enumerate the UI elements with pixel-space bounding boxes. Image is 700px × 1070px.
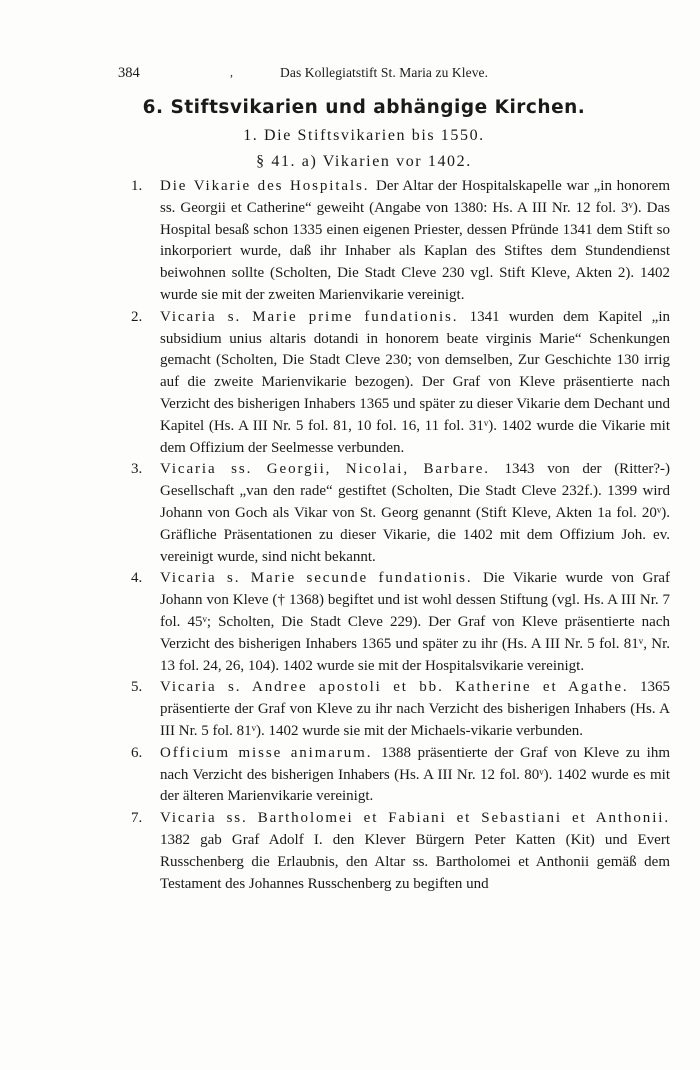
entry-title: Vicaria s. Marie secunde fundationis. — [160, 570, 483, 587]
entry-text: 1388 präsentierte der Graf von Kleve zu ihm nach Verzicht des bisherigen Inhabers (Hs. A III Nr. 12 fol. 80ᵛ). 1402 wurde es mit der älteren Marienvikarie vereinigt. — [160, 744, 670, 805]
entry-title: Vicaria s. Marie prime fundationis. — [160, 308, 470, 325]
entry-title: Vicaria s. Andree apostoli et bb. Katherine et Agathe. — [160, 679, 640, 696]
entry-1 — [131, 176, 670, 307]
entry-title: Vicaria ss. Bartholomei et Fabiani et Sebastiani et Anthonii. — [160, 810, 670, 827]
entry-title: Vicaria ss. Georgii, Nicolai, Barbare. — [160, 461, 505, 478]
entry-text: 1343 von der (Ritter?-) Gesellschaft „van den rade“ gestiftet (Scholten, Die Stadt Cleve 232f.). 1399 wird Johann von Goch als Vikar von St. Georg genannt (Stift Kleve, Akten 1a fol. 20ᵛ). Gräfliche Präsentationen zu dieser Vikarie, die 1402 mit dem Offizium Joh. ev. vereinigt wurde, sind nicht bekannt. — [160, 461, 670, 565]
entry-6 — [131, 743, 670, 808]
entry-7 — [131, 808, 670, 895]
entry-4 — [131, 568, 670, 677]
entry-number: 2. — [131, 308, 143, 325]
entry-number: 3. — [131, 461, 143, 478]
section-heading: 6. Stiftsvikarien und abhängige Kirchen. — [142, 97, 586, 118]
entry-list — [0, 176, 700, 895]
paragraph-label: § 41. a) Vikarien vor 1402. — [256, 153, 472, 170]
entry-text: 1382 gab Graf Adolf I. den Klever Bürgern Peter Katten (Kit) und Evert Russchenberg die Erlaubnis, den Altar ss. Bartholomei et Anthonii gemäß dem Testament des Johannes Russchenberg zu begiften und — [160, 831, 670, 892]
page-number: 384 — [118, 65, 140, 81]
entry-5 — [131, 677, 670, 742]
entry-3 — [131, 459, 670, 568]
entry-text: 1341 wurden dem Kapitel „in subsidium unius altaris dotandi in honorem beate virginis Marie“ Schenkungen gemacht (Scholten, Die Stadt Cleve 230; von demselben, Zur Geschichte 130 irrig auf die zweite Marienvikarie bezogen). Der Graf von Kleve präsentierte nach Verzicht des bisherigen Inhabers 1365 und später zu dieser Vikarie dem Dechant und Kapitel (Hs. A III Nr. 5 fol. 81, 10 fol. 16, 11 fol. 31ᵛ). 1402 wurde die Vikarie mit dem Offizium der Seelmesse verbunden. — [160, 308, 670, 456]
entry-text: Die Vikarie wurde von Graf Johann von Kleve († 1368) begiftet und ist wohl dessen Stiftung (vgl. Hs. A III Nr. 7 fol. 45ᵛ; Scholten, Die Stadt Cleve 229). Der Graf von Kleve präsentierte nach Verzicht des bisherigen Inhabers 1365 und später zu ihr (Hs. A III Nr. 5 fol. 81ᵛ, Nr. 13 fol. 24, 26, 104). 1402 wurde sie mit der Hospitalsvikarie vereinigt. — [160, 570, 670, 674]
entry-number: 7. — [131, 810, 143, 827]
entry-title: Officium misse animarum. — [160, 744, 381, 761]
entry-number: 1. — [131, 178, 143, 194]
entry-number: 4. — [131, 570, 143, 587]
sub-heading-stiftsvikarien: 1. Die Stiftsvikarien bis 1550. — [243, 127, 485, 144]
running-head — [118, 65, 588, 85]
entry-number: 5. — [131, 679, 143, 696]
entry-text: 1365 präsentierte der Graf von Kleve zu ihr nach Verzicht des bisherigen Inhabers (Hs. A III Nr. 5 fol. 81ᵛ). 1402 wurde sie mit der Michaels-vikarie verbunden. — [160, 679, 670, 739]
sub-heading-paragraph — [0, 153, 700, 171]
stray-mark: , — [230, 65, 233, 79]
entry-2 — [131, 307, 670, 460]
entry-number: 6. — [131, 744, 143, 761]
entry-title: Die Vikarie des Hospitals. — [160, 178, 377, 194]
entry-text: Der Altar der Hospitalskapelle war „in honorem ss. Georgii et Catherine“ geweiht (Angabe von 1380: Hs. A III Nr. 12 fol. 3ᵛ). Das Hospital besaß schon 1335 einen eigenen Priester, dessen Pfründe 1341 dem Stift so inkorporiert wurde, daß ihr Inhaber als Kaplan des Stiftes dem Stundendienst beiwohnen sollte (Scholten, Die Stadt Cleve 230 vgl. Stift Kleve, Akten 2). 1402 wurde sie mit der zweiten Marienvikarie vereinigt. — [160, 178, 670, 303]
running-title: Das Kollegiatstift St. Maria zu Kleve. — [280, 65, 489, 80]
